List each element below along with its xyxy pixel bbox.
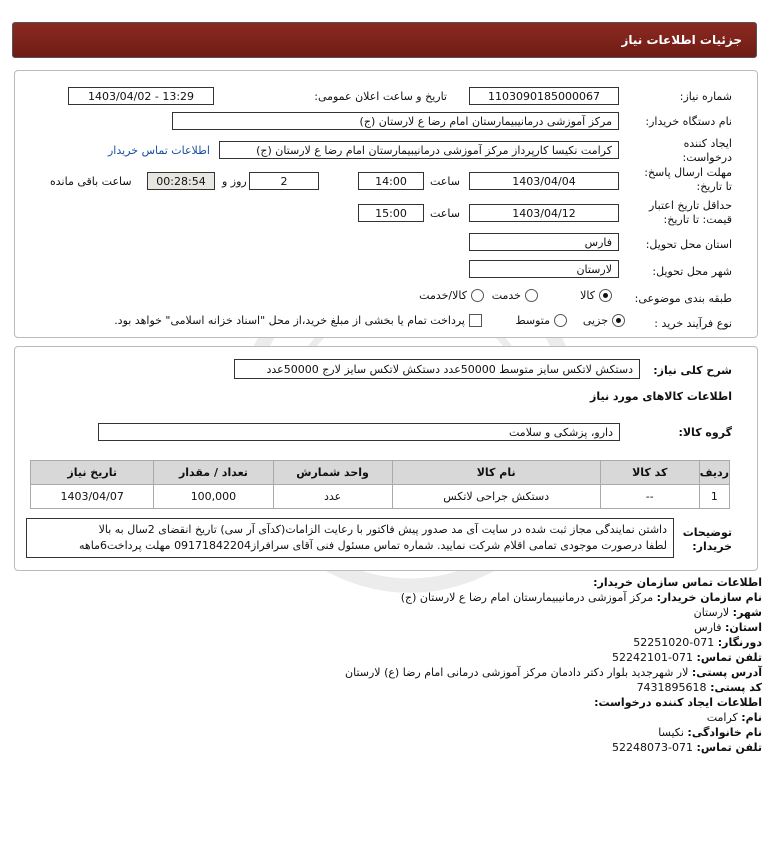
radio-selected-icon[interactable]: [599, 289, 612, 302]
process-option-medium[interactable]: متوسط: [515, 314, 567, 327]
need-number-field: 1103090185000067: [469, 87, 619, 105]
remaining-timer: 00:28:54: [147, 172, 215, 190]
announce-field: 1403/04/02 - 13:29: [68, 87, 214, 105]
goods-info-title: اطلاعات کالاهای مورد نیاز: [590, 390, 732, 403]
province-field: فارس: [469, 233, 619, 251]
validity-time-label: ساعت: [430, 207, 460, 220]
checkbox-icon[interactable]: [469, 314, 482, 327]
col-code: کد کالا: [600, 461, 699, 485]
creator-first-name: نام: کرامت: [706, 711, 762, 724]
cell-row: 1: [699, 485, 729, 509]
process-label: نوع فرآیند خرید :: [654, 317, 732, 330]
col-name: نام کالا: [392, 461, 600, 485]
category-option-goods[interactable]: کالا: [580, 289, 612, 302]
col-qty: تعداد / مقدار: [154, 461, 273, 485]
category-label: طبقه بندی موضوعی:: [634, 292, 732, 305]
buyer-contact-link[interactable]: اطلاعات تماس خریدار: [108, 144, 210, 157]
col-date: تاریخ نیاز: [31, 461, 154, 485]
radio-icon[interactable]: [471, 289, 484, 302]
contact-title: اطلاعات تماس سازمان خریدار:: [593, 576, 762, 589]
cell-unit: عدد: [273, 485, 392, 509]
deadline-time-label: ساعت: [430, 175, 460, 188]
days-label: روز و: [222, 175, 247, 188]
buyer-field: مرکز آموزشی درمانیبیمارستان امام رضا ع لارستان (ج): [172, 112, 619, 130]
col-unit: واحد شمارش: [273, 461, 392, 485]
contact-address: آدرس پستی: لار شهرجدید بلوار دکتر دادمان مرکز آموزشی درمانی امام رضا (ع) لارستان: [345, 666, 762, 679]
goods-table: [30, 460, 730, 509]
table-row: [31, 485, 730, 509]
creator-label-2: درخواست:: [682, 151, 732, 164]
validity-time-field: 15:00: [358, 204, 424, 222]
radio-icon[interactable]: [525, 289, 538, 302]
remaining-label: ساعت باقی مانده: [50, 175, 132, 188]
radio-icon[interactable]: [554, 314, 567, 327]
process-option-minor[interactable]: جزیی: [583, 314, 625, 327]
validity-label-2: قیمت: تا تاریخ:: [663, 213, 732, 226]
buyer-label: نام دستگاه خریدار:: [645, 115, 732, 128]
contact-fax: دورنگار: 071-52251020: [633, 636, 762, 649]
contact-phone: تلفن تماس: 071-52242101: [612, 651, 762, 664]
creator-label: ایجاد کننده: [683, 137, 732, 150]
creator-last-name: نام خانوادگی: نکیسا: [658, 726, 762, 739]
notes-label: توضیحات: [682, 526, 732, 539]
city-label: شهر محل تحویل:: [652, 265, 732, 278]
radio-selected-icon[interactable]: [612, 314, 625, 327]
notes-line-2: لطفا درصورت موجودی تمامی اقلام شرکت نمایید. شماره تماس مسئول فنی آقای سرافراز09171842204 مهلت پرداخت6ماهه: [79, 539, 667, 552]
summary-label: شرح کلی نیاز:: [653, 364, 732, 377]
summary-field: دستکش لاتکس سایز متوسط 50000عدد دستکش لاتکس سایز لارج 50000عدد: [234, 359, 640, 379]
buyer-notes: [26, 518, 674, 558]
city-field: لارستان: [469, 260, 619, 278]
deadline-time-field: 14:00: [358, 172, 424, 190]
cell-qty: 100,000: [154, 485, 273, 509]
validity-label: حداقل تاریخ اعتبار: [648, 199, 732, 212]
cell-code: --: [600, 485, 699, 509]
province-label: استان محل تحویل:: [645, 238, 732, 251]
need-number-label: شماره نیاز:: [679, 90, 732, 103]
category-option-service[interactable]: خدمت: [492, 289, 538, 302]
creator-title: اطلاعات ایجاد کننده درخواست:: [594, 696, 762, 709]
days-field: 2: [249, 172, 319, 190]
cell-date: 1403/04/07: [31, 485, 154, 509]
category-option-goods-service[interactable]: کالا/خدمت: [419, 289, 484, 302]
creator-field: کرامت نکیسا کارپرداز مرکز آموزشی درمانیبیمارستان امام رضا ع لارستان (ج): [219, 141, 619, 159]
page-title: جزئیات اطلاعات نیاز: [621, 33, 742, 47]
validity-date-field: 1403/04/12: [469, 204, 619, 222]
table-header-row: [31, 461, 730, 485]
cell-name: دستکش جراحی لاتکس: [392, 485, 600, 509]
notes-line-1: داشتن نمایندگی مجاز ثبت شده در سایت آی مد صدور پیش فاکتور با رعایت الزامات(کدآی آر سی) تاریخ انقضای 2سال به بالا: [98, 523, 667, 536]
page-header: [12, 22, 757, 58]
contact-org: نام سازمان خریدار: مرکز آموزشی درمانیبیمارستان امام رضا ع لارستان (ج): [400, 591, 762, 604]
treasury-payment-option[interactable]: پرداخت تمام یا بخشی از مبلغ خرید،از محل "اسناد خزانه اسلامی" خواهد بود.: [114, 314, 482, 327]
contact-province: استان: فارس: [694, 621, 762, 634]
deadline-label-2: تا تاریخ:: [696, 180, 732, 193]
deadline-date-field: 1403/04/04: [469, 172, 619, 190]
goods-group-field: دارو، پزشکی و سلامت: [98, 423, 620, 441]
goods-group-label: گروه کالا:: [678, 426, 732, 439]
contact-postal: کد پستی: 7431895618: [636, 681, 762, 694]
creator-phone: تلفن تماس: 071-52248073: [612, 741, 762, 754]
notes-label-2: خریدار:: [692, 540, 732, 553]
col-row: ردیف: [699, 461, 729, 485]
deadline-label: مهلت ارسال پاسخ:: [644, 166, 732, 179]
announce-label: تاریخ و ساعت اعلان عمومی:: [314, 90, 447, 103]
contact-city: شهر: لارستان: [693, 606, 762, 619]
